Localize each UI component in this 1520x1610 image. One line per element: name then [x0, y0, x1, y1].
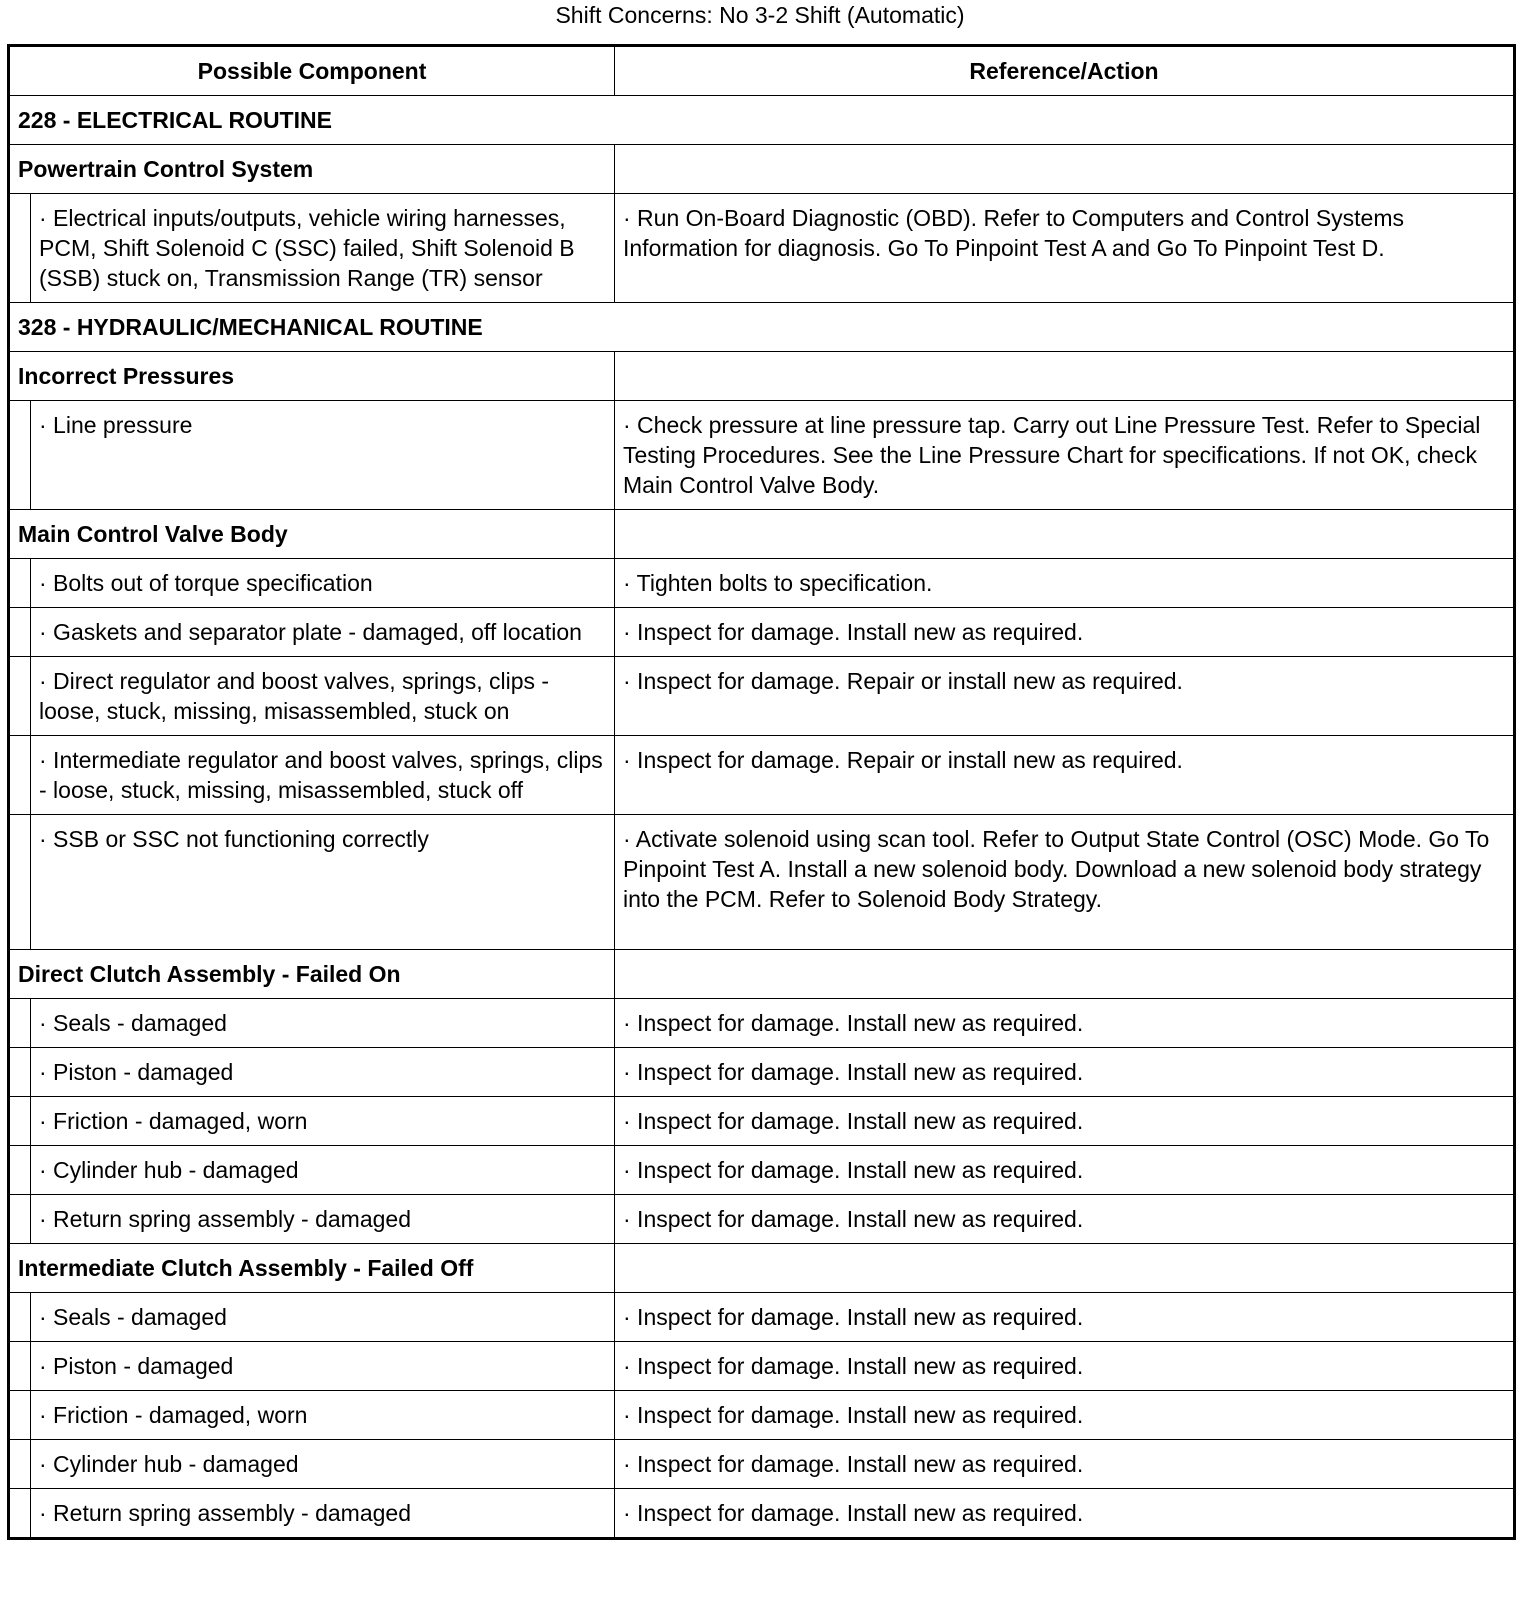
indent-cell [9, 1489, 31, 1539]
section-row [9, 96, 1515, 145]
table-row [9, 1048, 1515, 1097]
indent-cell [9, 1391, 31, 1440]
section-row [9, 303, 1515, 352]
table-row [9, 608, 1515, 657]
group-row [9, 145, 1515, 194]
action-cell: · Inspect for damage. Install new as required. [615, 1048, 1515, 1097]
table-row [9, 401, 1515, 510]
component-cell: · Friction - damaged, worn [31, 1097, 615, 1146]
table-row [9, 559, 1515, 608]
group-powertrain-control-system: Powertrain Control System [9, 145, 615, 194]
group-row [9, 1244, 1515, 1293]
component-cell: · SSB or SSC not functioning correctly [31, 815, 615, 950]
component-cell: · Electrical inputs/outputs, vehicle wiring harnesses, PCM, Shift Solenoid C (SSC) failed, Shift Solenoid B (SSB) stuck on, Transmission Range (TR) sensor [31, 194, 615, 303]
action-cell: · Inspect for damage. Install new as required. [615, 1391, 1515, 1440]
action-cell: · Inspect for damage. Repair or install new as required. [615, 657, 1515, 736]
indent-cell [9, 815, 31, 950]
action-cell: · Inspect for damage. Install new as required. [615, 1097, 1515, 1146]
table-row [9, 1440, 1515, 1489]
action-cell: · Inspect for damage. Install new as required. [615, 1146, 1515, 1195]
table-row [9, 194, 1515, 303]
table-row [9, 736, 1515, 815]
column-header-action: Reference/Action [615, 46, 1515, 96]
indent-cell [9, 999, 31, 1048]
component-cell: · Cylinder hub - damaged [31, 1146, 615, 1195]
component-cell: · Bolts out of torque specification [31, 559, 615, 608]
indent-cell [9, 1097, 31, 1146]
action-cell: · Activate solenoid using scan tool. Refer to Output State Control (OSC) Mode. Go To Pinpoint Test A. Install a new solenoid body. Download a new solenoid body strategy into the PCM. Refer to Solenoid Body Strategy. [615, 815, 1515, 950]
component-cell: · Line pressure [31, 401, 615, 510]
group-action-empty [615, 1244, 1515, 1293]
table-header-row [9, 46, 1515, 96]
component-cell: · Piston - damaged [31, 1342, 615, 1391]
indent-cell [9, 608, 31, 657]
group-action-empty [615, 510, 1515, 559]
indent-cell [9, 657, 31, 736]
component-cell: · Gaskets and separator plate - damaged, off location [31, 608, 615, 657]
table-row [9, 1489, 1515, 1539]
component-cell: · Seals - damaged [31, 999, 615, 1048]
page-title: Shift Concerns: No 3-2 Shift (Automatic) [555, 2, 965, 28]
indent-cell [9, 1342, 31, 1391]
action-cell: · Inspect for damage. Install new as required. [615, 1293, 1515, 1342]
component-cell: · Return spring assembly - damaged [31, 1195, 615, 1244]
column-header-component: Possible Component [9, 46, 615, 96]
component-cell: · Piston - damaged [31, 1048, 615, 1097]
component-cell: · Cylinder hub - damaged [31, 1440, 615, 1489]
table-row [9, 1293, 1515, 1342]
indent-cell [9, 1440, 31, 1489]
group-action-empty [615, 145, 1515, 194]
indent-cell [9, 1195, 31, 1244]
indent-cell [9, 194, 31, 303]
section-hydraulic-routine: 328 - HYDRAULIC/MECHANICAL ROUTINE [9, 303, 1515, 352]
indent-cell [9, 401, 31, 510]
group-action-empty [615, 352, 1515, 401]
table-row [9, 1391, 1515, 1440]
table-row [9, 1097, 1515, 1146]
action-cell: · Inspect for damage. Install new as required. [615, 608, 1515, 657]
action-cell: · Inspect for damage. Install new as required. [615, 999, 1515, 1048]
action-cell: · Inspect for damage. Repair or install new as required. [615, 736, 1515, 815]
indent-cell [9, 1146, 31, 1195]
table-row [9, 1146, 1515, 1195]
table-row [9, 999, 1515, 1048]
indent-cell [9, 736, 31, 815]
section-electrical-routine: 228 - ELECTRICAL ROUTINE [9, 96, 1515, 145]
group-action-empty [615, 950, 1515, 999]
component-cell: · Direct regulator and boost valves, springs, clips - loose, stuck, missing, misassembled, stuck on [31, 657, 615, 736]
indent-cell [9, 1048, 31, 1097]
action-cell: · Inspect for damage. Install new as required. [615, 1342, 1515, 1391]
table-row [9, 815, 1515, 950]
group-intermediate-clutch-assembly: Intermediate Clutch Assembly - Failed Off [9, 1244, 615, 1293]
component-cell: · Friction - damaged, worn [31, 1391, 615, 1440]
action-cell: · Inspect for damage. Install new as required. [615, 1195, 1515, 1244]
table-row [9, 1195, 1515, 1244]
table-row [9, 1342, 1515, 1391]
group-incorrect-pressures: Incorrect Pressures [9, 352, 615, 401]
component-cell: · Seals - damaged [31, 1293, 615, 1342]
diagnosis-table [7, 44, 1516, 1540]
indent-cell [9, 559, 31, 608]
component-cell: · Intermediate regulator and boost valves, springs, clips - loose, stuck, missing, misassembled, stuck off [31, 736, 615, 815]
table-row [9, 657, 1515, 736]
group-main-control-valve-body: Main Control Valve Body [9, 510, 615, 559]
group-direct-clutch-assembly: Direct Clutch Assembly - Failed On [9, 950, 615, 999]
action-cell: · Check pressure at line pressure tap. Carry out Line Pressure Test. Refer to Special Testing Procedures. See the Line Pressure Chart for specifications. If not OK, check Main Control Valve Body. [615, 401, 1515, 510]
indent-cell [9, 1293, 31, 1342]
group-row [9, 950, 1515, 999]
group-row [9, 352, 1515, 401]
action-cell: · Tighten bolts to specification. [615, 559, 1515, 608]
action-cell: · Inspect for damage. Install new as required. [615, 1489, 1515, 1539]
group-row [9, 510, 1515, 559]
action-cell: · Run On-Board Diagnostic (OBD). Refer to Computers and Control Systems Information for diagnosis. Go To Pinpoint Test A and Go To Pinpoint Test D. [615, 194, 1515, 303]
action-cell: · Inspect for damage. Install new as required. [615, 1440, 1515, 1489]
component-cell: · Return spring assembly - damaged [31, 1489, 615, 1539]
